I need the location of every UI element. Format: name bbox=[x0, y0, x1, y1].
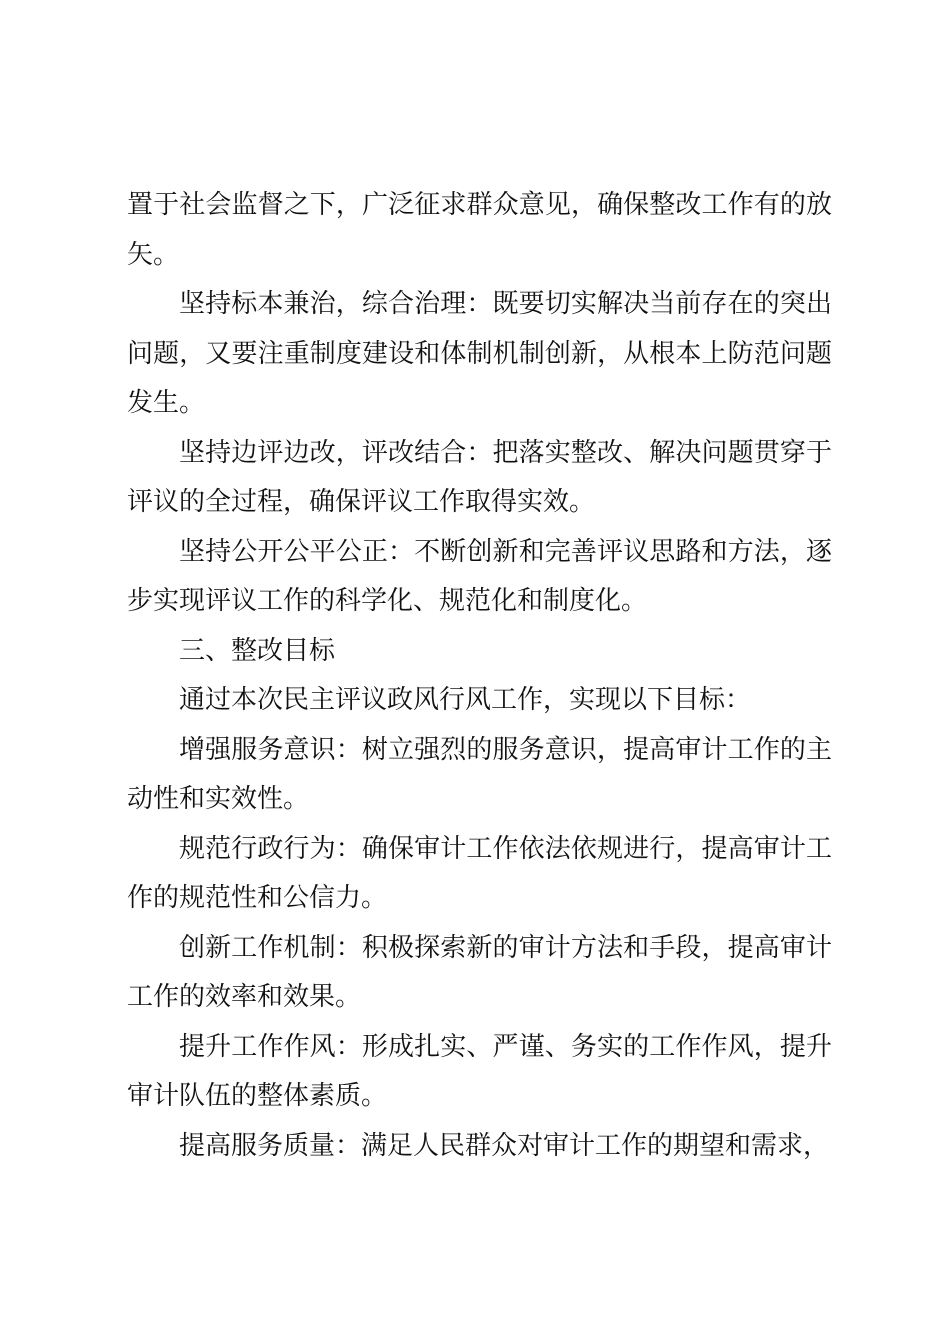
paragraph: 提高服务质量：满足人民群众对审计工作的期望和需求， bbox=[179, 1130, 830, 1161]
paragraph: 坚持公开公平公正：不断创新和完善评议思路和方法，逐步实现评议工作的科学化、规范化和制度化。 bbox=[127, 536, 832, 616]
paragraph: 提升工作作风：形成扎实、严谨、务实的工作作风，提升审计队伍的整体素质。 bbox=[127, 1031, 832, 1111]
paragraph: 坚持边评边改，评改结合：把落实整改、解决问题贯穿于评议的全过程，确保评议工作取得实效。 bbox=[127, 437, 832, 517]
paragraph: 规范行政行为：确保审计工作依法依规进行，提高审计工作的规范性和公信力。 bbox=[127, 833, 832, 913]
paragraph: 创新工作机制：积极探索新的审计方法和手段，提高审计工作的效率和效果。 bbox=[127, 932, 832, 1012]
paragraph: 坚持标本兼治，综合治理：既要切实解决当前存在的突出问题，又要注重制度建设和体制机制创新，从根本上防范问题发生。 bbox=[127, 289, 832, 418]
paragraph: 置于社会监督之下，广泛征求群众意见，确保整改工作有的放矢。 bbox=[127, 190, 832, 270]
document-body bbox=[127, 181, 832, 1171]
section-heading: 三、整改目标 bbox=[179, 635, 336, 666]
paragraph: 通过本次民主评议政风行风工作，实现以下目标： bbox=[179, 685, 752, 715]
paragraph: 增强服务意识：树立强烈的服务意识，提高审计工作的主动性和实效性。 bbox=[127, 734, 832, 814]
